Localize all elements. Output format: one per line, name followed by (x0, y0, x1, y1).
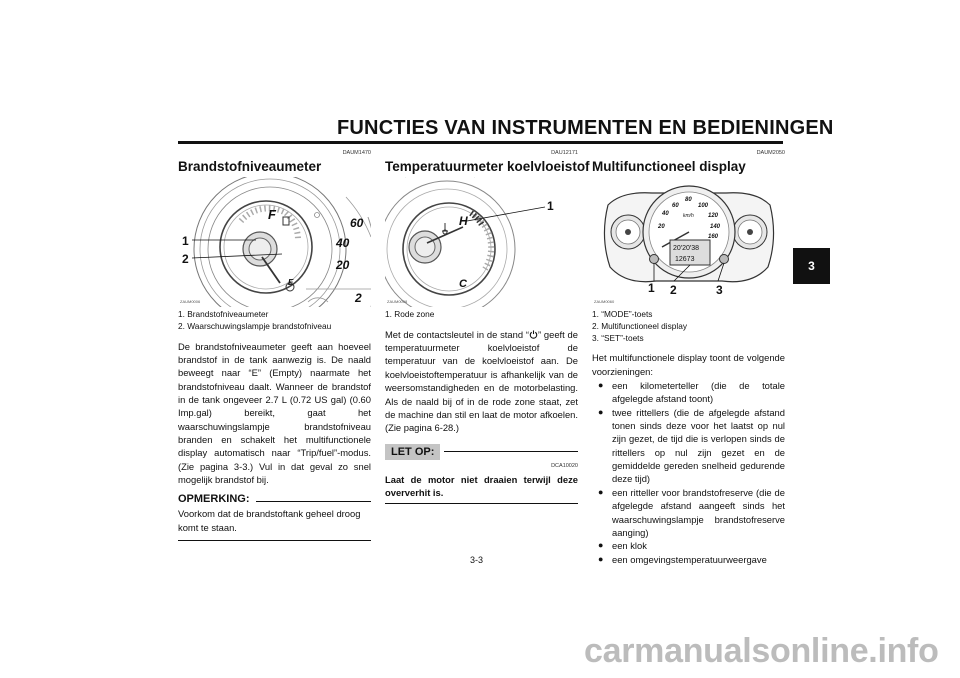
figure-captions (385, 309, 578, 321)
section-code: DAUM1470 (342, 150, 371, 156)
speed-label-100: 100 (698, 203, 709, 209)
note-heading (178, 493, 371, 505)
scale-label-20: 20 (336, 258, 350, 272)
instrument-panel-illustration (592, 177, 785, 307)
callout-1: 1 (547, 199, 554, 213)
feature-list-item: ● twee rittellers (die de afgelegde afstand tonen sinds deze voor het laatst op nul zijn gezet, de tijd die is verlopen sinds de rittellers op nul zijn gezet en de gemiddelde gereden snelheid gedurende deze tijd) (592, 406, 785, 486)
fuel-gauge-illustration (178, 177, 371, 307)
body-text-after: ” geeft de temperatuurmeter koelvloeistof de temperatuur van de koelvloeistof aan. De koelvloeistoftemperatuur is afhankelijk van de weersomstandigheden en de motorbelasting. Als de naald bij of in de rode zone staat, zet de machine dan stil en laat de motor afkoelen. (Zie pagina 6-28.) (385, 328, 578, 434)
callout-2: 2 (182, 252, 189, 266)
note-title: OPMERKING: (178, 493, 250, 506)
lcd-clock-readout: 20′20′38 (673, 245, 699, 252)
lcd-odometer-readout: 12673 (675, 256, 695, 263)
speed-label-60: 60 (672, 203, 679, 209)
caution-rule (444, 451, 578, 452)
speed-label-20: 20 (658, 224, 665, 230)
caption-item: 2. Multifunctioneel display (592, 320, 688, 331)
callout-1: 1 (648, 281, 655, 295)
ignition-on-icon (529, 330, 538, 339)
caution-title: LET OP: (385, 444, 440, 460)
caption-item: 1. Brandstofniveaumeter (178, 309, 269, 319)
caption-item: 3. “SET”-toets (592, 332, 644, 343)
body-paragraph: Het multifunctionele display toont de volgende voorzieningen: (592, 352, 785, 377)
caption-item: 1. Rode zone (385, 309, 435, 319)
caption-item: 2. Waarschuwingslampje brandstofniveau (178, 320, 332, 331)
section-code: DAUM2050 (756, 150, 785, 156)
feature-list (592, 379, 785, 566)
caution-text: Laat de motor niet draaien terwijl deze oververhit is. (385, 473, 578, 505)
feature-list-item: ● een ritteller voor brandstofreserve (die de afgelegde afstand aangeeft sinds het waarschuwingslampje brandstofreserve aanging) (592, 486, 785, 539)
header-rule (178, 141, 783, 144)
figure-code: ZAUM0006 (180, 299, 201, 304)
body-text-before: Met de contactsleutel in de stand “ (385, 328, 529, 340)
scale-label-60: 60 (350, 216, 364, 230)
section-code: DAU12171 (551, 150, 578, 156)
section-multifunction-display (592, 150, 785, 566)
note-text: Voorkom dat de brandstoftank geheel droog komt te staan. (178, 507, 371, 541)
speed-label-40: 40 (662, 211, 669, 217)
scale-label-2: 2 (355, 291, 362, 305)
fuel-gauge-figure (178, 177, 371, 307)
temperature-gauge-illustration (385, 177, 578, 307)
section-coolant-temperature (385, 150, 590, 504)
speed-label-120: 120 (708, 213, 719, 219)
callout-3: 3 (716, 283, 723, 297)
body-paragraph: De brandstofniveaumeter geeft aan hoeveel brandstof in de tank aanwezig is. De naald beweegt naar “E” (Empty) naarmate het brandstofniveau daalt. Wanneer de brandstof in de tank ongeveer 2.7 L (0.72 US gal) (0.60 Imp.gal) bereikt, gaat het waarschuwingslampje brandstofniveau branden en schakelt het multifunctionele display automatisch naar “Trip/fuel”-modus. (Zie pagina 3-3.) Vul in dat geval zo snel mogelijk brandstof bij. (178, 340, 371, 486)
section-title: Temperatuurmeter koelvloeistof (385, 159, 590, 174)
figure-captions (592, 309, 785, 344)
feature-list-item: ● een klok (592, 539, 785, 552)
instrument-panel-figure (592, 177, 785, 307)
gauge-label-E: E (288, 278, 294, 287)
body-paragraph (385, 328, 578, 435)
watermark: carmanualsonline.info (584, 632, 939, 670)
section-title: Multifunctioneel display (592, 159, 746, 174)
speed-label-160: 160 (708, 234, 719, 240)
gauge-label-C: C (459, 278, 467, 290)
figure-code: ZAUM0008 (387, 299, 408, 304)
speed-label-140: 140 (710, 224, 721, 230)
set-button[interactable] (720, 255, 729, 264)
section-title: Brandstofniveaumeter (178, 159, 322, 174)
speed-label-80: 80 (685, 197, 692, 203)
caution-heading (385, 444, 578, 460)
figure-captions (178, 309, 371, 333)
chapter-tab[interactable]: 3 (793, 248, 830, 284)
gauge-label-H: H (459, 214, 468, 228)
figure-code: ZAUM0060 (594, 299, 615, 304)
note-rule (256, 501, 372, 502)
callout-1: 1 (182, 234, 189, 248)
speed-unit-label: km/h (683, 213, 694, 219)
caution-code: DCA10020 (551, 462, 578, 469)
mode-button[interactable] (650, 255, 659, 264)
callout-2: 2 (670, 283, 677, 297)
gauge-label-F: F (268, 207, 276, 222)
section-fuel-gauge (178, 150, 371, 541)
page-number: 3-3 (470, 555, 484, 565)
page-header-title: FUNCTIES VAN INSTRUMENTEN EN BEDIENINGEN (337, 117, 834, 139)
temperature-gauge-figure (385, 177, 578, 307)
caption-item: 1. “MODE”-toets (592, 309, 653, 319)
scale-label-40: 40 (336, 236, 350, 250)
feature-list-item: ● een kilometerteller (die de totale afgelegde afstand toont) (592, 379, 785, 406)
feature-list-item: ● een omgevingstemperatuurweergave (592, 553, 785, 566)
